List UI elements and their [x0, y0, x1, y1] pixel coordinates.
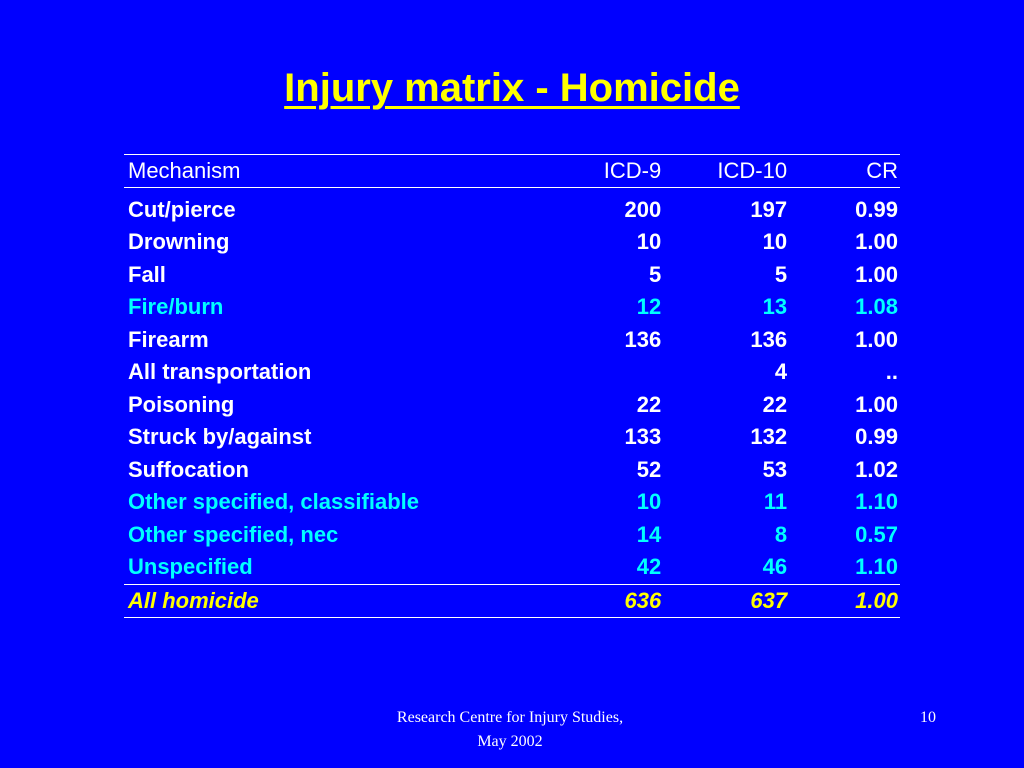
cell-mechanism: Firearm — [128, 326, 209, 352]
table-row — [124, 259, 900, 292]
total-icd10: 637 — [663, 584, 789, 617]
cell-icd10: 53 — [762, 456, 788, 482]
cell-icd10: 11 — [763, 489, 788, 515]
cell-icd9: 136 — [624, 326, 662, 352]
cell-mechanism: Suffocation — [128, 456, 249, 482]
cell-icd9: 12 — [636, 294, 662, 320]
cell-icd10: 8 — [774, 521, 788, 547]
cell-icd10: 136 — [750, 326, 788, 352]
table-row — [124, 188, 900, 227]
cell-cr: 1.08 — [855, 294, 898, 320]
cell-cr: 0.99 — [855, 424, 898, 450]
table-header-row — [124, 155, 900, 188]
cell-icd10: 132 — [750, 424, 788, 450]
cell-cr: .. — [885, 359, 898, 385]
cell-icd9: 10 — [636, 229, 662, 255]
slide-title: Injury matrix - Homicide — [284, 66, 740, 110]
footer-line-2: May 2002 — [477, 733, 543, 750]
header-cr: CR — [789, 155, 900, 188]
cell-mechanism: Drowning — [128, 229, 230, 255]
cell-mechanism: Fire/burn — [128, 294, 224, 320]
cell-cr: 1.00 — [855, 229, 898, 255]
cell-mechanism: Struck by/against — [128, 424, 312, 450]
cell-cr: 1.00 — [855, 261, 898, 287]
cell-cr: 1.02 — [855, 456, 898, 482]
cell-icd10: 22 — [762, 391, 788, 417]
header-icd9: ICD-9 — [549, 155, 663, 188]
cell-icd10: 46 — [762, 554, 788, 580]
cell-cr: 0.57 — [855, 521, 898, 547]
cell-mechanism: All transportation — [128, 359, 312, 385]
cell-icd10: 13 — [762, 294, 788, 320]
table-row — [124, 454, 900, 487]
cell-cr: 0.99 — [855, 197, 898, 222]
cell-mechanism: Other specified, nec — [128, 521, 339, 547]
cell-icd9: 10 — [636, 489, 662, 515]
page-number: 10 — [920, 709, 936, 726]
total-icd9: 636 — [549, 584, 663, 617]
table-row — [124, 291, 900, 324]
cell-cr: 1.10 — [855, 554, 898, 580]
table-row — [124, 389, 900, 422]
cell-icd9: 14 — [636, 521, 662, 547]
cell-mechanism: Unspecified — [128, 554, 253, 580]
cell-icd10: 197 — [750, 197, 788, 222]
cell-mechanism: Fall — [128, 261, 166, 287]
total-row — [124, 584, 900, 617]
table-row — [124, 324, 900, 357]
table-row — [124, 356, 900, 389]
footer-credit — [320, 706, 700, 754]
cell-icd9: 133 — [624, 424, 662, 450]
table-row — [124, 519, 900, 552]
cell-mechanism: Poisoning — [128, 391, 235, 417]
cell-icd10: 10 — [762, 229, 788, 255]
total-cr: 1.00 — [789, 584, 900, 617]
cell-cr: 1.00 — [855, 326, 898, 352]
cell-icd9: 22 — [636, 391, 662, 417]
cell-icd10: 4 — [774, 359, 788, 385]
table-row — [124, 421, 900, 454]
header-icd10: ICD-10 — [663, 155, 789, 188]
cell-mechanism: Other specified, classifiable — [128, 489, 420, 515]
footer-line-1: Research Centre for Injury Studies, — [396, 709, 624, 726]
table-row — [124, 486, 900, 519]
cell-icd9: 5 — [649, 261, 662, 287]
cell-icd9: 52 — [636, 456, 662, 482]
cell-mechanism: Cut/pierce — [128, 197, 236, 222]
injury-matrix-table — [124, 154, 900, 618]
cell-cr: 1.10 — [855, 489, 898, 515]
cell-icd10: 5 — [774, 261, 788, 287]
cell-icd9 — [549, 356, 663, 389]
total-mechanism: All homicide — [124, 584, 549, 617]
table-body — [124, 188, 900, 585]
table-row — [124, 226, 900, 259]
cell-cr: 1.00 — [855, 391, 898, 417]
table-row — [124, 551, 900, 584]
cell-icd9: 200 — [624, 197, 662, 222]
cell-icd9: 42 — [636, 554, 662, 580]
header-mechanism: Mechanism — [124, 155, 549, 188]
